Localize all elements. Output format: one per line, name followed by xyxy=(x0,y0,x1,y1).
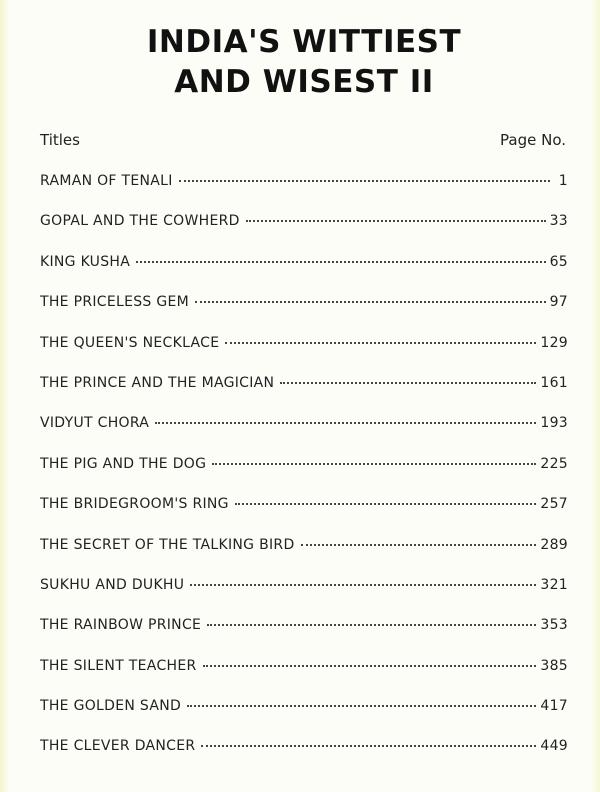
column-headers xyxy=(40,130,568,150)
toc-entry-title: THE PIG AND THE DOG xyxy=(40,455,207,472)
toc-entry-page-number: 193 xyxy=(540,415,568,432)
toc-entry-title: SUKHU AND DUKHU xyxy=(40,576,185,593)
toc-entry xyxy=(40,537,568,577)
toc-entry xyxy=(40,577,568,617)
dot-leader xyxy=(246,220,546,222)
dot-leader xyxy=(195,301,546,303)
toc-entry xyxy=(40,698,568,738)
toc-entry xyxy=(40,658,568,698)
toc-entry-title: THE PRINCE AND THE MAGICIAN xyxy=(40,374,275,391)
dot-leader xyxy=(225,342,536,344)
toc-entry-title: THE SECRET OF THE TALKING BIRD xyxy=(40,536,295,553)
toc-entry-page-number: 129 xyxy=(540,334,568,351)
toc-entry-title: THE CLEVER DANCER xyxy=(40,738,196,755)
book-title-line-1: INDIA'S WITTIEST xyxy=(146,24,462,60)
toc-entry-title: GOPAL AND THE COWHERD xyxy=(40,213,240,230)
toc-entry xyxy=(40,375,568,415)
page-edge-left xyxy=(0,0,10,792)
toc-entry xyxy=(40,213,568,253)
page-edge-right xyxy=(590,0,600,792)
toc-entry-page-number: 449 xyxy=(540,738,568,755)
toc-entry-page-number: 97 xyxy=(549,294,568,311)
toc-entry xyxy=(40,415,568,455)
toc-entry-page-number: 289 xyxy=(540,536,568,553)
toc-entry-page-number: 321 xyxy=(540,576,568,593)
toc-entry-page-number: 161 xyxy=(540,374,568,391)
toc-entry-title: KING KUSHA xyxy=(40,253,131,270)
toc-entry-title: THE PRICELESS GEM xyxy=(40,294,190,311)
toc-entry-title: THE SILENT TEACHER xyxy=(40,657,197,674)
table-of-contents xyxy=(40,173,568,779)
toc-entry-page-number: 65 xyxy=(549,253,568,270)
toc-entry-title: THE RAINBOW PRINCE xyxy=(40,617,202,634)
dot-leader xyxy=(136,261,545,263)
book-title-line-2: AND WISEST II xyxy=(174,64,434,100)
toc-entry-page-number: 353 xyxy=(540,617,568,634)
toc-entry xyxy=(40,173,568,213)
toc-entry-page-number: 385 xyxy=(540,657,568,674)
dot-leader xyxy=(207,624,536,626)
toc-entry xyxy=(40,456,568,496)
dot-leader xyxy=(280,382,536,384)
dot-leader xyxy=(235,503,537,505)
dot-leader xyxy=(212,463,536,465)
toc-entry-page-number: 417 xyxy=(540,698,568,715)
page-number-column-header: Page No. xyxy=(500,131,566,149)
titles-column-header: Titles xyxy=(40,131,80,149)
dot-leader xyxy=(201,745,536,747)
toc-entry-page-number: 1 xyxy=(558,173,568,189)
toc-entry xyxy=(40,254,568,294)
dot-leader xyxy=(190,584,536,586)
toc-entry-page-number: 33 xyxy=(549,213,568,230)
toc-entry-title: THE QUEEN'S NECKLACE xyxy=(40,334,220,351)
toc-entry xyxy=(40,294,568,334)
contents-page xyxy=(40,0,568,779)
toc-entry-page-number: 257 xyxy=(540,496,568,513)
toc-entry-title: THE BRIDEGROOM'S RING xyxy=(40,496,229,513)
dot-leader xyxy=(187,705,536,707)
dot-leader xyxy=(155,422,536,424)
dot-leader xyxy=(179,180,550,182)
toc-entry-title: VIDYUT CHORA xyxy=(40,415,150,432)
toc-entry-title: THE GOLDEN SAND xyxy=(40,698,182,715)
dot-leader xyxy=(301,544,537,546)
toc-entry-title: RAMAN OF TENALI xyxy=(40,173,173,189)
dot-leader xyxy=(203,665,537,667)
toc-entry-page-number: 225 xyxy=(540,455,568,472)
book-title xyxy=(40,22,568,102)
toc-entry xyxy=(40,617,568,657)
toc-entry xyxy=(40,335,568,375)
toc-entry xyxy=(40,738,568,778)
toc-entry xyxy=(40,496,568,536)
